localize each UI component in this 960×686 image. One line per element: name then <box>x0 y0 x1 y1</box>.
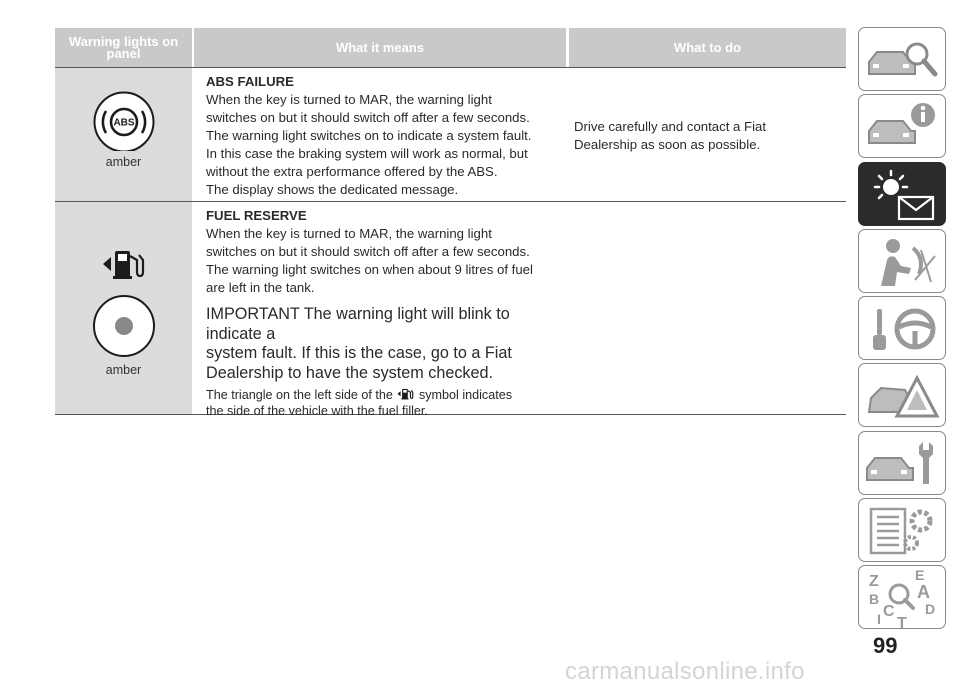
triangle-note <box>206 385 558 419</box>
meaning-line: without the extra performance offered by the ABS. <box>206 164 498 179</box>
index-letter: B <box>869 591 880 608</box>
lamp-color: amber <box>105 155 142 169</box>
index-letter: T <box>897 615 907 631</box>
meaning-cell <box>192 202 564 418</box>
index-letter: E <box>915 567 925 584</box>
todo-line: Drive carefully and contact a Fiat <box>574 119 767 134</box>
row-title: ABS FAILURE <box>206 74 294 89</box>
page-number: 99 <box>873 633 898 658</box>
table-row-abs <box>55 67 846 201</box>
meaning-line: The warning light switches on when about 9 litres of fuel <box>206 262 533 277</box>
todo-cell <box>564 68 846 201</box>
abs-symbol-text: ABS <box>112 117 135 129</box>
table-row-fuel-reserve <box>55 201 846 418</box>
index-letter: D <box>925 601 936 618</box>
index-letters-icon <box>859 566 947 630</box>
abs-warning-icon <box>89 91 159 151</box>
header-lamp-line2: panel <box>106 45 141 61</box>
watermark: carmanualsonline.info <box>565 658 805 685</box>
tab-technical-specs[interactable] <box>858 498 946 562</box>
lamp-color: amber <box>105 363 142 377</box>
warning-lights-table <box>55 28 846 418</box>
lamp-cell <box>55 202 192 414</box>
todo-cell-empty <box>564 202 846 414</box>
fuel-pump-icon <box>99 242 149 282</box>
tab-knowing-your-car[interactable] <box>858 27 946 91</box>
header-what-it-means: What it means <box>194 28 566 67</box>
note-text-after: symbol indicates <box>418 388 513 402</box>
tab-warning-lights[interactable] <box>858 162 946 226</box>
car-tools-icon <box>859 432 947 496</box>
chapter-tab-sidebar <box>858 27 949 633</box>
meaning-line: In this case the braking system will work as normal, but <box>206 146 528 161</box>
header-what-to-do: What to do <box>569 28 846 67</box>
warning-lamp-off-icon <box>91 293 157 359</box>
row-title: FUEL RESERVE <box>206 208 307 223</box>
index-letter: C <box>883 603 895 621</box>
tab-in-an-emergency[interactable] <box>858 363 946 427</box>
warning-light-message-icon <box>859 163 947 227</box>
tab-index[interactable] <box>858 565 946 629</box>
meaning-line: switches on but it should switch off after a few seconds. <box>206 244 530 259</box>
important-line: IMPORTANT The warning light will blink to indicate a <box>206 305 510 343</box>
meaning-line: When the key is turned to MAR, the warning light <box>206 92 492 107</box>
specs-gears-icon <box>859 499 947 563</box>
index-letter: I <box>877 611 881 628</box>
tab-servicing-care[interactable] <box>858 431 946 495</box>
meaning-line: The display shows the dedicated message. <box>206 182 459 197</box>
header-lamp-line1: Warning lights on <box>68 33 179 49</box>
index-letter: A <box>917 582 930 603</box>
lamp-cell <box>55 68 192 201</box>
tab-starting-driving[interactable] <box>858 296 946 360</box>
important-line: Dealership to have the system checked. <box>206 363 494 382</box>
airbag-passenger-icon <box>859 230 947 294</box>
todo-line: Dealership as soon as possible. <box>574 137 761 152</box>
car-info-icon <box>859 95 947 159</box>
table-header <box>55 28 846 67</box>
tab-safety-airbag[interactable] <box>858 229 946 293</box>
note-text-before: The triangle on the left side of the <box>206 388 393 402</box>
car-emergency-triangle-icon <box>859 364 947 428</box>
meaning-line: The warning light switches on to indicate a system fault. <box>206 128 532 143</box>
tab-safety-info[interactable] <box>858 94 946 158</box>
note-line2: the side of the vehicle with the fuel filler. <box>206 404 428 418</box>
index-letter: Z <box>869 573 879 591</box>
car-magnifier-icon <box>859 28 947 92</box>
meaning-line: are left in the tank. <box>206 280 315 295</box>
header-warning-lights <box>55 28 192 67</box>
meaning-cell <box>192 68 564 201</box>
important-line: system fault. If this is the case, go to a Fiat <box>206 344 512 362</box>
meaning-line: switches on but it should switch off after a few seconds. <box>206 110 530 125</box>
fuel-pump-inline-icon <box>396 385 415 401</box>
key-steering-wheel-icon <box>859 297 947 361</box>
important-note <box>206 305 558 383</box>
meaning-line: When the key is turned to MAR, the warning light <box>206 226 492 241</box>
